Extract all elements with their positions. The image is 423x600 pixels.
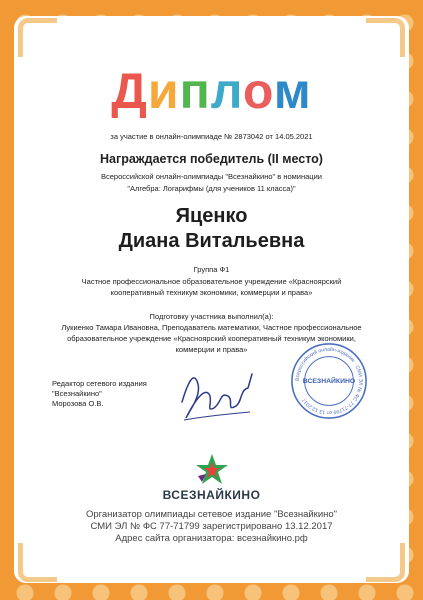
website-line: Адрес сайта организатора: всезнайкино.рф xyxy=(115,533,308,544)
title-letter: о xyxy=(242,63,274,119)
institution-line: кооперативный техникум экономики, коммерции и права» xyxy=(110,288,313,297)
topic-line: "Алгебра: Логарифмы (для учеников 11 класса)" xyxy=(127,184,296,193)
corner-decoration xyxy=(18,543,57,582)
title-letter: л xyxy=(210,63,243,119)
teacher-line: коммерции и права» xyxy=(175,345,248,354)
teacher-line: образовательное учреждение «Красноярский кооперативный техникум экономики, xyxy=(67,334,356,343)
registration-line: СМИ ЭЛ № ФС 77-71799 зарегистрировано 13.12.2017 xyxy=(90,521,333,532)
star-logo-icon xyxy=(192,452,232,488)
corner-decoration xyxy=(18,18,57,57)
recipient-surname: Яценко xyxy=(175,205,248,227)
participation-line: за участие в онлайн-олимпиаде № 2873042 от 14.05.2021 xyxy=(110,132,313,141)
logo-text: ВСЕЗНАЙКИНО xyxy=(162,488,261,502)
title-letter: Д xyxy=(111,63,148,119)
diploma-title xyxy=(0,62,423,120)
institution-line: Частное профессиональное образовательное учреждение «Красноярский xyxy=(81,277,342,286)
nomination-line: Всероссийской онлайн-олимпиады "Всезнайкино" в номинации xyxy=(100,172,322,181)
editor-block xyxy=(52,379,147,409)
title-letter: м xyxy=(273,63,312,119)
recipient-first-names: Диана Витальевна xyxy=(118,230,305,252)
editor-name: Морозова О.В. xyxy=(52,399,104,408)
signature xyxy=(176,362,256,428)
stamp-ring-text: Всероссийский онлайн-издание · СМИ ЭЛ № ФС 77-71799 от 13.12.2017 xyxy=(294,346,364,416)
title-letter: п xyxy=(179,63,211,119)
editor-title: Редактор сетевого издания xyxy=(52,379,147,388)
stamp-seal xyxy=(290,342,368,420)
stamp-center-text: ВСЕЗНАЙКИНО xyxy=(302,377,356,385)
organizer-line: Организатор олимпиады сетевое издание "Всезнайкино" xyxy=(85,509,338,520)
teacher-line: Лукиенко Тамара Ивановна, Преподаватель математики, Частное профессиональное xyxy=(61,323,362,332)
group-line: Группа Ф1 xyxy=(193,265,230,274)
prepared-label: Подготовку участника выполнил(а): xyxy=(149,312,274,321)
award-line: Награждается победитель (II место) xyxy=(100,152,323,166)
corner-decoration xyxy=(366,543,405,582)
editor-publication: "Всезнайкино" xyxy=(52,389,102,398)
title-letter: и xyxy=(147,63,180,119)
corner-decoration xyxy=(366,18,405,57)
